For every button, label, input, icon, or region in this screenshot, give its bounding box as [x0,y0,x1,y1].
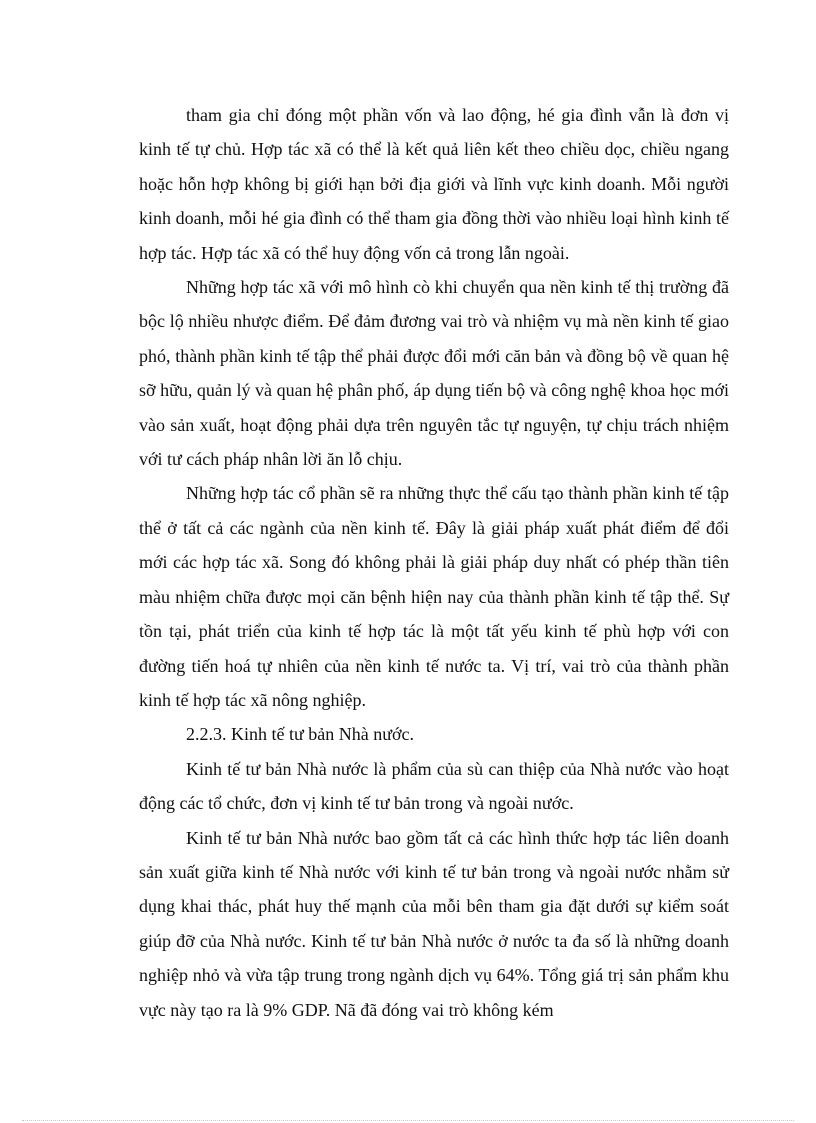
paragraph: tham gia chỉ đóng một phần vốn và lao động, hé gia đình vẫn là đơn vị kinh tế tự chủ. Hợp tác xã có thể là kết quả liên kết theo chiều dọc, chiều ngang hoặc hỗn hợp không bị giới hạn bởi địa giới và lĩnh vực kinh doanh. Mỗi người kinh doanh, mỗi hé gia đình có thể tham gia đồng thời vào nhiều loại hình kinh tế hợp tác. Hợp tác xã có thể huy động vốn cả trong lẫn ngoài. [139,105,729,263]
paragraph: Những hợp tác xã với mô hình cò khi chuyển qua nền kinh tế thị trường đã bộc lộ nhiều nhược điểm. Để đảm đương vai trò và nhiệm vụ mà nền kinh tế giao phó, thành phần kinh tế tập thể phải được đổi mới căn bản và đồng bộ về quan hệ sỡ hữu, quản lý và quan hệ phân phố, áp dụng tiến bộ và công nghệ khoa học mới vào sản xuất, hoạt động phải dựa trên nguyên tắc tự nguyện, tự chịu trách nhiệm với tư cách pháp nhân lời ăn lỗ chịu. [139,277,729,470]
page-bottom-rule [22,1120,794,1121]
paragraph: Kinh tế tư bản Nhà nước bao gồm tất cả các hình thức hợp tác liên doanh sản xuất giữa kinh tế Nhà nước với kinh tế tư bản trong và ngoài nước nhằm sử dụng khai thác, phát huy thế mạnh của mỗi bên tham gia đặt dưới sự kiểm soát giúp đỡ của Nhà nước. Kinh tế tư bản Nhà nước ở nước ta đa số là những doanh nghiệp nhỏ và vừa tập trung trong ngành dịch vụ 64%. Tổng giá trị sản phẩm khu vực này tạo ra là 9% GDP. Nã đã đóng vai trò không kém [139,827,729,1020]
section-heading: 2.2.3. Kinh tế tư bản Nhà nước. [186,724,414,745]
document-body [139,98,729,1027]
paragraph: Kinh tế tư bản Nhà nước là phẩm của sù can thiệp của Nhà nước vào hoạt động các tổ chức, đơn vị kinh tế tư bản trong và ngoài nước. [139,758,729,814]
paragraph: Những hợp tác cổ phần sẽ ra những thực thể cấu tạo thành phần kinh tế tập thể ở tất cả các ngành của nền kinh tế. Đây là giải pháp xuất phát điểm để đổi mới các hợp tác xã. Song đó không phải là giải pháp duy nhất có phép thần tiên màu nhiệm chữa được mọi căn bệnh hiện nay của thành phần kinh tế tập thể. Sự tồn tại, phát triển của kinh tế hợp tác là một tất yếu kinh tế phù hợp với con đường tiến hoá tự nhiên của nền kinh tế nước ta. Vị trí, vai trò của thành phần kinh tế hợp tác xã nông nghiệp. [139,483,729,710]
